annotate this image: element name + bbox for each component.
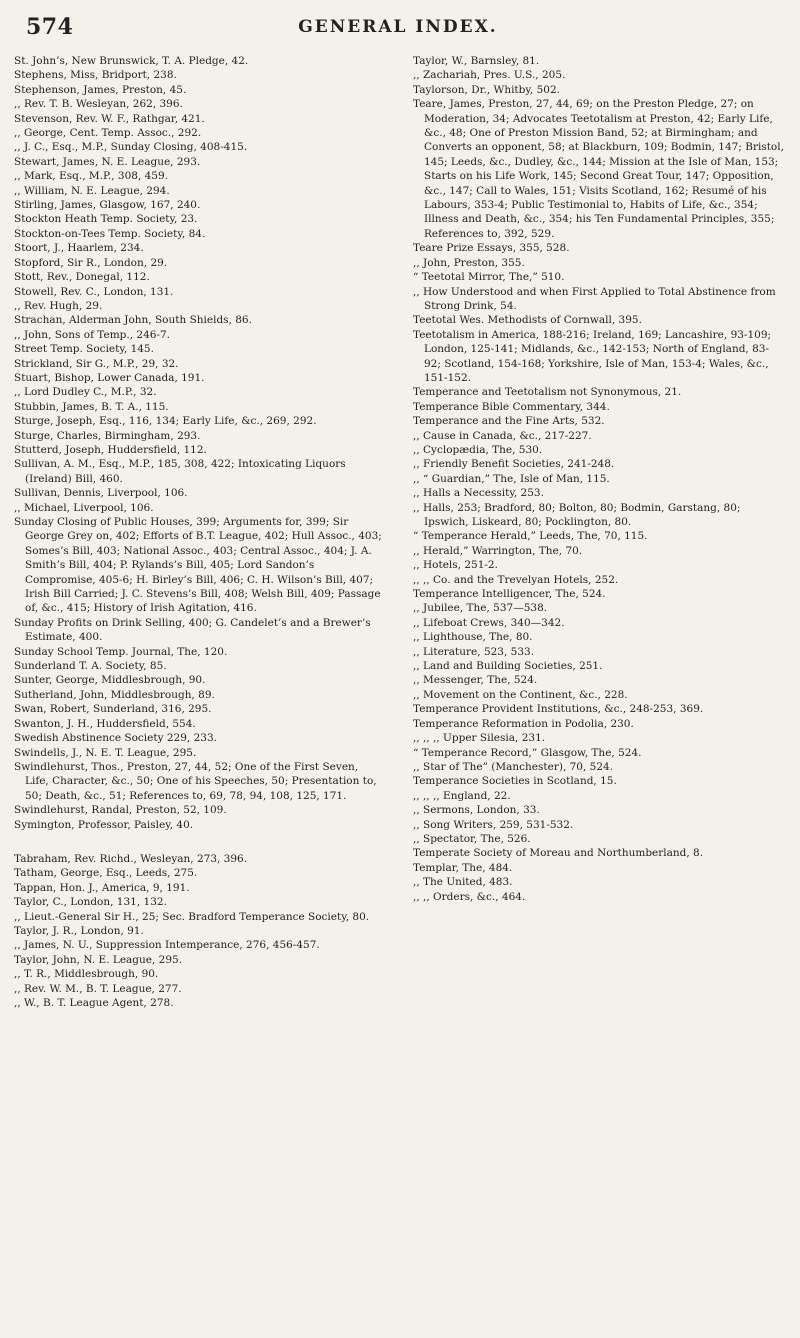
index-entry: Tabraham, Rev. Richd., Wesleyan, 273, 396. <box>14 852 248 865</box>
index-entry: Sunday Profits on Drink Selling, 400; G. Candelet’s and a Brewer’s Estimate, 400. <box>14 616 371 644</box>
index-entry: Temperance Intelligencer, The, 524. <box>413 588 606 601</box>
index-entry: ,, Herald,” Warrington, The, 70. <box>413 544 583 557</box>
index-entry: Teetotal Wes. Methodists of Cornwall, 395. <box>413 314 642 327</box>
index-entry: ,, Star of The” (Manchester), 70, 524. <box>413 760 614 773</box>
index-entry: Sutherland, John, Middlesbrough, 89. <box>14 688 215 701</box>
index-entry: Sunderland T. A. Society, 85. <box>14 660 167 673</box>
index-entry: ,, W., B. T. League Agent, 278. <box>14 997 174 1009</box>
index-entry: ,, Friendly Benefit Societies, 241-248. <box>413 458 615 471</box>
index-entry: Temperance Societies in Scotland, 15. <box>413 775 617 788</box>
index-entry: ,, Mark, Esq., M.P., 308, 459. <box>14 170 169 183</box>
index-entry: “ Temperance Herald,” Leeds, The, 70, 115. <box>413 530 648 543</box>
index-entry: ,, Michael, Liverpool, 106. <box>14 501 154 514</box>
index-group-t-continued <box>413 54 785 904</box>
index-entry: Temperance and the Fine Arts, 532. <box>413 415 605 428</box>
index-entry: ,, The United, 483. <box>413 876 513 889</box>
index-entry: ,, Sermons, London, 33. <box>413 804 540 817</box>
index-entry: ,, Song Writers, 259, 531-532. <box>413 818 574 831</box>
index-entry: Taylor, W., Barnsley, 81. <box>413 55 540 67</box>
index-entry: Taylorson, Dr., Whitby, 502. <box>413 83 560 96</box>
index-entry: ,, Jubilee, The, 537—538. <box>413 602 548 615</box>
index-entry: ,, How Understood and when First Applied to Total Abstinence from Strong Drink, 54. <box>413 285 776 312</box>
index-entry: ,, William, N. E. League, 294. <box>14 184 170 197</box>
index-entry: Tatham, George, Esq., Leeds, 275. <box>14 867 198 880</box>
index-entry: Sturge, Charles, Birmingham, 293. <box>14 429 201 442</box>
index-entry: Temperance and Teetotalism not Synonymous, 21. <box>413 386 682 399</box>
index-entry: ,, Rev. T. B. Wesleyan, 262, 396. <box>14 98 183 111</box>
index-entry: ,, ,, ,, Upper Silesia, 231. <box>413 732 546 745</box>
index-entry: Street Temp. Society, 145. <box>14 343 154 356</box>
index-entry: Swedish Abstinence Society 229, 233. <box>14 732 217 745</box>
group-spacer <box>14 832 382 852</box>
index-entry: Stubbin, James, B. T. A., 115. <box>14 400 169 413</box>
index-entry: Strickland, Sir G., M.P., 29, 32. <box>14 357 179 370</box>
index-entry: ,, ,, ,, England, 22. <box>413 789 511 802</box>
index-entry: ,, “ Guardian,” The, Isle of Man, 115. <box>413 472 610 485</box>
index-entry: Stoort, J., Haarlem, 234. <box>14 242 144 255</box>
index-entry: Sullivan, A. M., Esq., M.P., 185, 308, 422; Intoxicating Liquors (Ireland) Bill, 460. <box>14 458 346 485</box>
index-entry: ,, Halls a Necessity, 253. <box>413 487 544 500</box>
index-entry: Stirling, James, Glasgow, 167, 240. <box>14 199 201 212</box>
index-entry: Teetotalism in America, 188-216; Ireland, 169; Lancashire, 93-109; London, 125-141; Midlands, &c., 142-153; North of England, 83-92; Scotland, 154-168; Yorkshire, Isle of Man, 153-4; Wales, &c., 151-152. <box>413 328 772 384</box>
index-entry: Strachan, Alderman John, South Shields, 86. <box>14 314 252 327</box>
index-entry: Teare, James, Preston, 27, 44, 69; on the Preston Pledge, 27; on Moderation, 34; Advocates Teetotalism at Preston, 42; Early Life, &c., 48; One of Preston Mission Band, 52; at Birmingham; and Converts an opponent, 58; at Blackburn, 109; Bodmin, 147; Bristol, 145; Leeds, &c., Dudley, &c., 144; Mission at the Isle of Man, 153; Starts on his Life Work, 145; Second Great Tour, 147; Opposition, &c., 147; Call to Wales, 151; Visits Scotland, 162; Resumé of his Labours, 353-4; Public Testimonial to, Habits of Life, &c., 354; Illness and Death, &c., 354; his Ten Fundamental Principles, 355; References to, 392, 529. <box>413 98 784 240</box>
page-title: GENERAL INDEX. <box>298 17 498 37</box>
index-entry: Temperate Society of Moreau and Northumberland, 8. <box>413 847 704 860</box>
left-column <box>14 54 382 1010</box>
index-entry: Swindells, J., N. E. T. League, 295. <box>14 746 197 759</box>
index-entry: Stutterd, Joseph, Huddersfield, 112. <box>14 443 207 456</box>
index-entry: ,, Lord Dudley C., M.P., 32. <box>14 386 157 399</box>
index-entry: Swindlehurst, Thos., Preston, 27, 44, 52; One of the First Seven, Life, Character, &c., 50; One of his Speeches, 50; Presentation to, 50; Death, &c., 51; References to, 69, 78, 94, 108, 125, 171. <box>14 760 377 802</box>
index-entry: Taylor, C., London, 131, 132. <box>14 896 167 909</box>
index-entry: Stephens, Miss, Bridport, 238. <box>14 69 177 82</box>
index-entry: ,, J. C., Esq., M.P., Sunday Closing, 408-415. <box>14 141 248 154</box>
index-entry: ,, Lighthouse, The, 80. <box>413 631 533 644</box>
index-entry: Stewart, James, N. E. League, 293. <box>14 155 201 168</box>
index-entry: Temperance Reformation in Podolia, 230. <box>413 717 634 730</box>
index-entry: ,, Cyclopædia, The, 530. <box>413 443 543 456</box>
index-entry: ,, George, Cent. Temp. Assoc., 292. <box>14 127 202 140</box>
index-entry: ,, Lifeboat Crews, 340—342. <box>413 616 565 629</box>
index-entry: ,, Cause in Canada, &c., 217-227. <box>413 429 592 442</box>
index-entry: ,, Spectator, The, 526. <box>413 832 531 845</box>
index-entry: ,, ,, Co. and the Trevelyan Hotels, 252. <box>413 573 619 586</box>
index-entry: Stopford, Sir R., London, 29. <box>14 256 168 269</box>
index-entry: ,, James, N. U., Suppression Intemperance, 276, 456-457. <box>14 939 320 952</box>
right-column <box>413 54 785 904</box>
index-entry: ,, Rev. W. M., B. T. League, 277. <box>14 982 182 995</box>
index-entry: ,, Rev. Hugh, 29. <box>14 299 103 312</box>
page-header <box>26 14 770 48</box>
index-entry: ,, Movement on the Continent, &c., 228. <box>413 688 628 701</box>
index-entry: ,, Land and Building Societies, 251. <box>413 660 603 673</box>
index-entry: ,, Hotels, 251-2. <box>413 559 498 572</box>
index-entry: Stuart, Bishop, Lower Canada, 191. <box>14 371 205 384</box>
index-entry: ,, John, Preston, 355. <box>413 256 525 269</box>
index-entry: Swindlehurst, Randal, Preston, 52, 109. <box>14 804 227 817</box>
index-entry: Swanton, J. H., Huddersfield, 554. <box>14 717 196 730</box>
index-entry: ,, Messenger, The, 524. <box>413 674 538 687</box>
index-entry: ,, ,, Orders, &c., 464. <box>413 890 526 903</box>
index-entry: ,, Lieut.-General Sir H., 25; Sec. Bradford Temperance Society, 80. <box>14 910 370 923</box>
index-entry: Sunday Closing of Public Houses, 399; Arguments for, 399; Sir George Grey on, 402; Efforts of B.T. League, 402; Hull Assoc., 403; Somes’s Bill, 403; National Assoc., 403; Central Assoc., 404; J. A. Smith’s Bill, 404; P. Rylands’s Bill, 405; Lord Sandon’s Compromise, 405-6; H. Birley’s Bill, 406; C. H. Wilson’s Bill, 407; Irish Bill Carried; J. C. Stevens’s Bill, 408; Welsh Bill, 409; Passage of, &c., 415; History of Irish Agitation, 416. <box>14 516 382 615</box>
index-entry: ,, Literature, 523, 533. <box>413 645 535 658</box>
index-group-s <box>14 54 382 832</box>
index-entry: Sunday School Temp. Journal, The, 120. <box>14 645 228 658</box>
index-entry: Tappan, Hon. J., America, 9, 191. <box>14 881 190 894</box>
index-entry: Temperance Bible Commentary, 344. <box>413 400 610 413</box>
index-entry: ,, John, Sons of Temp., 246-7. <box>14 328 170 341</box>
index-entry: Stockton Heath Temp. Society, 23. <box>14 213 198 226</box>
index-entry: Symington, Professor, Paisley, 40. <box>14 818 194 831</box>
index-entry: Sturge, Joseph, Esq., 116, 134; Early Life, &c., 269, 292. <box>14 415 317 428</box>
index-entry: “ Temperance Record,” Glasgow, The, 524. <box>413 746 642 759</box>
index-entry: Stephenson, James, Preston, 45. <box>14 83 187 96</box>
index-entry: Stockton-on-Tees Temp. Society, 84. <box>14 227 206 240</box>
index-entry: Stott, Rev., Donegal, 112. <box>14 271 150 284</box>
page-number: 574 <box>26 14 74 40</box>
index-entry: Teare Prize Essays, 355, 528. <box>413 242 570 255</box>
index-entry: ,, T. R., Middlesbrough, 90. <box>14 968 159 981</box>
index-entry: Stowell, Rev. C., London, 131. <box>14 285 174 298</box>
index-group-t <box>14 852 382 1010</box>
index-entry: Temperance Provident Institutions, &c., 248-253, 369. <box>413 703 704 716</box>
index-entry: “ Teetotal Mirror, The,” 510. <box>413 271 565 284</box>
index-entry: St. John’s, New Brunswick, T. A. Pledge, 42. <box>14 55 249 67</box>
index-entry: Taylor, John, N. E. League, 295. <box>14 953 183 966</box>
index-entry: Templar, The, 484. <box>413 861 513 874</box>
index-entry: Sullivan, Dennis, Liverpool, 106. <box>14 487 188 500</box>
index-entry: Stevenson, Rev. W. F., Rathgar, 421. <box>14 112 205 125</box>
index-entry: Swan, Robert, Sunderland, 316, 295. <box>14 703 212 716</box>
index-entry: Sunter, George, Middlesbrough, 90. <box>14 674 206 687</box>
index-entry: Taylor, J. R., London, 91. <box>14 924 144 937</box>
index-entry: ,, Halls, 253; Bradford, 80; Bolton, 80; Bodmin, Garstang, 80; Ipswich, Liskeard, 80; Pocklington, 80. <box>413 501 741 528</box>
index-entry: ,, Zachariah, Pres. U.S., 205. <box>413 69 566 82</box>
